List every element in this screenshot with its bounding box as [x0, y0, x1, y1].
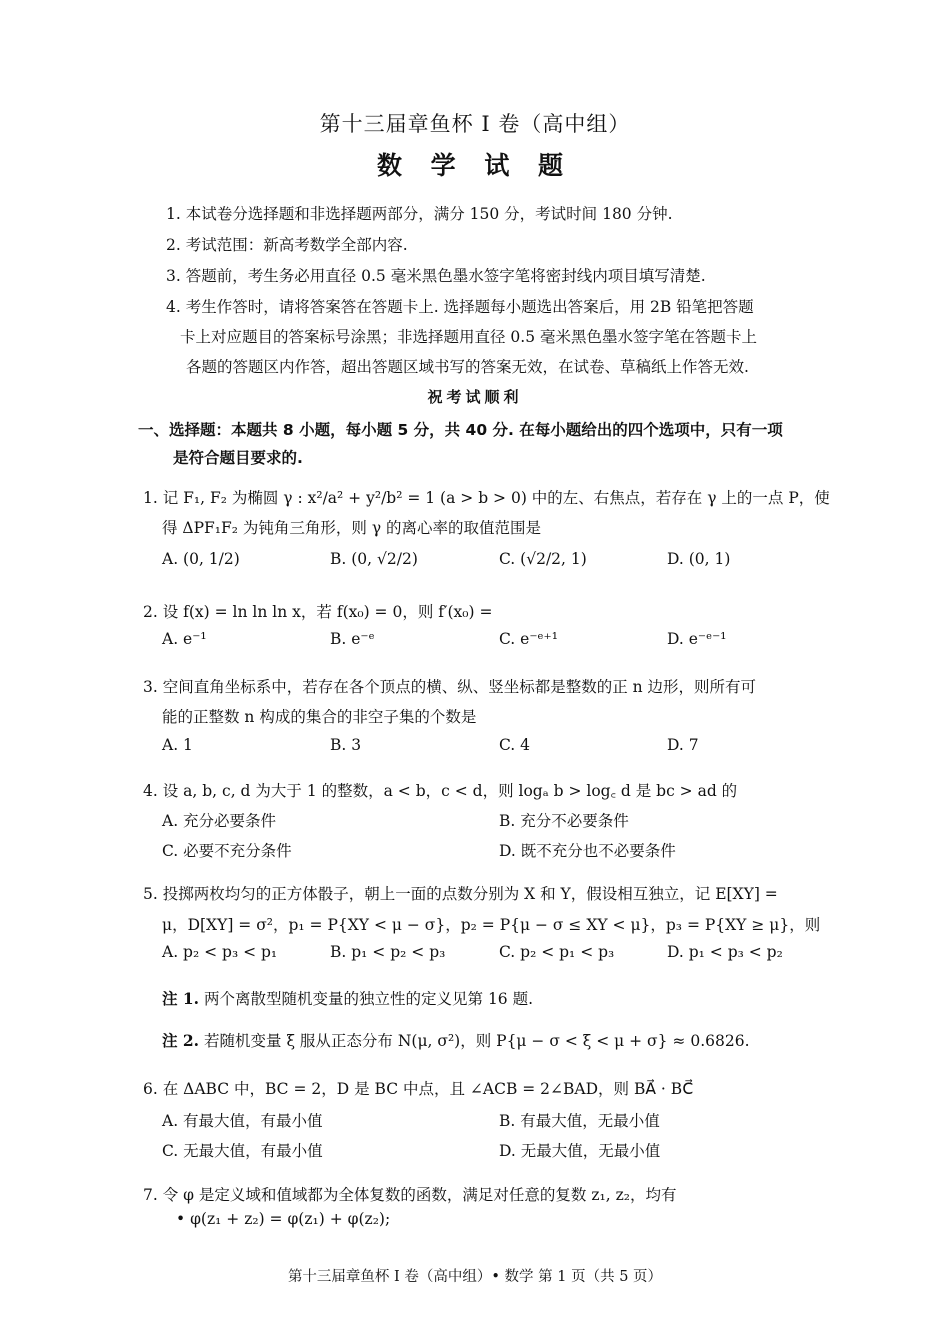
- question-6-option-a: A. 有最大值，有最小值: [162, 1112, 323, 1130]
- question-5-stem: 5. 投掷两枚均匀的正方体骰子，朝上一面的点数分别为 X 和 Y，假设相互独立，记 E[XY] =: [143, 885, 778, 903]
- question-2-option-a: A. e⁻¹: [162, 630, 207, 648]
- question-5-option-a: A. p₂ < p₃ < p₁: [162, 943, 278, 961]
- note-2-text: 若随机变量 ξ 服从正态分布 N(μ, σ²)，则 P{μ − σ < ξ < μ + σ} ≈ 0.6826.: [204, 1032, 750, 1050]
- instruction-4-cont2: 各题的答题区内作答，超出答题区域书写的答案无效，在试卷、草稿纸上作答无效.: [186, 358, 749, 376]
- page-footer: 第十三届章鱼杯 I 卷（高中组）• 数学 第 1 页（共 5 页）: [287, 1269, 663, 1285]
- question-5-stem-cont: μ，D[XY] = σ²，p₁ = P{XY < μ − σ}，p₂ = P{μ − σ ≤ XY < μ}，p₃ = P{XY ≥ μ}，则: [162, 916, 821, 934]
- question-6-option-d: D. 无最大值，无最小值: [499, 1142, 661, 1160]
- instruction-1: 1. 本试卷分选择题和非选择题两部分，满分 150 分，考试时间 180 分钟.: [166, 205, 673, 223]
- instruction-4: 4. 考生作答时，请将答案答在答题卡上. 选择题每小题选出答案后，用 2B 铅笔把答题: [166, 298, 754, 316]
- question-1-stem: 1. 记 F₁, F₂ 为椭圆 γ : x²/a² + y²/b² = 1 (a > b > 0) 中的左、右焦点，若存在 γ 上的一点 P，使: [143, 489, 830, 507]
- question-6-stem: 6. 在 ΔABC 中，BC = 2，D 是 BC 中点，且 ∠ACB = 2∠BAD，则 BA⃗ · BC⃗: [143, 1080, 694, 1098]
- question-1-option-c: C. (√2/2, 1): [499, 550, 587, 568]
- question-1-option-b: B. (0, √2/2): [330, 550, 418, 568]
- question-1-stem-cont: 得 ΔPF₁F₂ 为钝角三角形，则 γ 的离心率的取值范围是: [162, 519, 542, 537]
- question-6-option-c: C. 无最大值，有最小值: [162, 1142, 323, 1160]
- question-4-stem: 4. 设 a, b, c, d 为大于 1 的整数，a < b，c < d，则 logₐ b > log꜀ d 是 bc > ad 的: [143, 782, 738, 800]
- question-5-note-1: [162, 987, 533, 1009]
- question-2-option-b: B. e⁻ᵉ: [330, 630, 375, 648]
- question-3-option-a: A. 1: [162, 736, 193, 754]
- question-3-option-c: C. 4: [499, 736, 531, 754]
- question-1-option-a: A. (0, 1/2): [162, 550, 240, 568]
- section-1-heading: 一、选择题：本题共 8 小题，每小题 5 分，共 40 分. 在每小题给出的四个选项中，只有一项: [138, 421, 783, 439]
- paper-title: 第十三届章鱼杯 I 卷（高中组）: [319, 112, 631, 136]
- question-3-option-b: B. 3: [330, 736, 362, 754]
- question-7-bullet-1: • φ(z₁ + z₂) = φ(z₁) + φ(z₂);: [176, 1210, 391, 1228]
- question-5-option-c: C. p₂ < p₁ < p₃: [499, 943, 615, 961]
- instruction-2: 2. 考试范围：新高考数学全部内容.: [166, 236, 408, 254]
- note-2-label: 注 2.: [162, 1031, 200, 1050]
- instruction-3: 3. 答题前，考生务必用直径 0.5 毫米黑色墨水签字笔将密封线内项目填写清楚.: [166, 267, 706, 285]
- question-1-option-d: D. (0, 1): [667, 550, 731, 568]
- question-4-option-d: D. 既不充分也不必要条件: [499, 842, 676, 860]
- good-luck-wish: 祝考试顺利: [427, 388, 523, 406]
- question-5-note-2: [162, 1029, 750, 1051]
- question-2-option-d: D. e⁻ᵉ⁻¹: [667, 630, 727, 648]
- question-4-option-c: C. 必要不充分条件: [162, 842, 292, 860]
- question-5-option-d: D. p₁ < p₃ < p₂: [667, 943, 783, 961]
- instruction-4-cont1: 卡上对应题目的答案标号涂黑；非选择题用直径 0.5 毫米黑色墨水签字笔在答题卡上: [180, 328, 758, 346]
- question-3-stem: 3. 空间直角坐标系中，若存在各个顶点的横、纵、竖坐标都是整数的正 n 边形，则所有可: [143, 678, 757, 696]
- question-4-option-a: A. 充分必要条件: [162, 812, 277, 830]
- question-4-option-b: B. 充分不必要条件: [499, 812, 629, 830]
- section-1-heading-cont: 是符合题目要求的.: [173, 449, 303, 467]
- question-2-option-c: C. e⁻ᵉ⁺¹: [499, 630, 558, 648]
- paper-subtitle: 数 学 试 题: [376, 151, 574, 180]
- question-2-stem: 2. 设 f(x) = ln ln ln x，若 f(x₀) = 0，则 f′(x₀) =: [143, 603, 493, 621]
- note-1-label: 注 1.: [162, 989, 200, 1008]
- question-3-stem-cont: 能的正整数 n 构成的集合的非空子集的个数是: [162, 708, 477, 726]
- question-7-stem: 7. 令 φ 是定义域和值域都为全体复数的函数，满足对任意的复数 z₁, z₂，均有: [143, 1186, 677, 1204]
- note-1-text: 两个离散型随机变量的独立性的定义见第 16 题.: [204, 990, 534, 1008]
- question-5-option-b: B. p₁ < p₂ < p₃: [330, 943, 446, 961]
- question-3-option-d: D. 7: [667, 736, 699, 754]
- question-6-option-b: B. 有最大值，无最小值: [499, 1112, 660, 1130]
